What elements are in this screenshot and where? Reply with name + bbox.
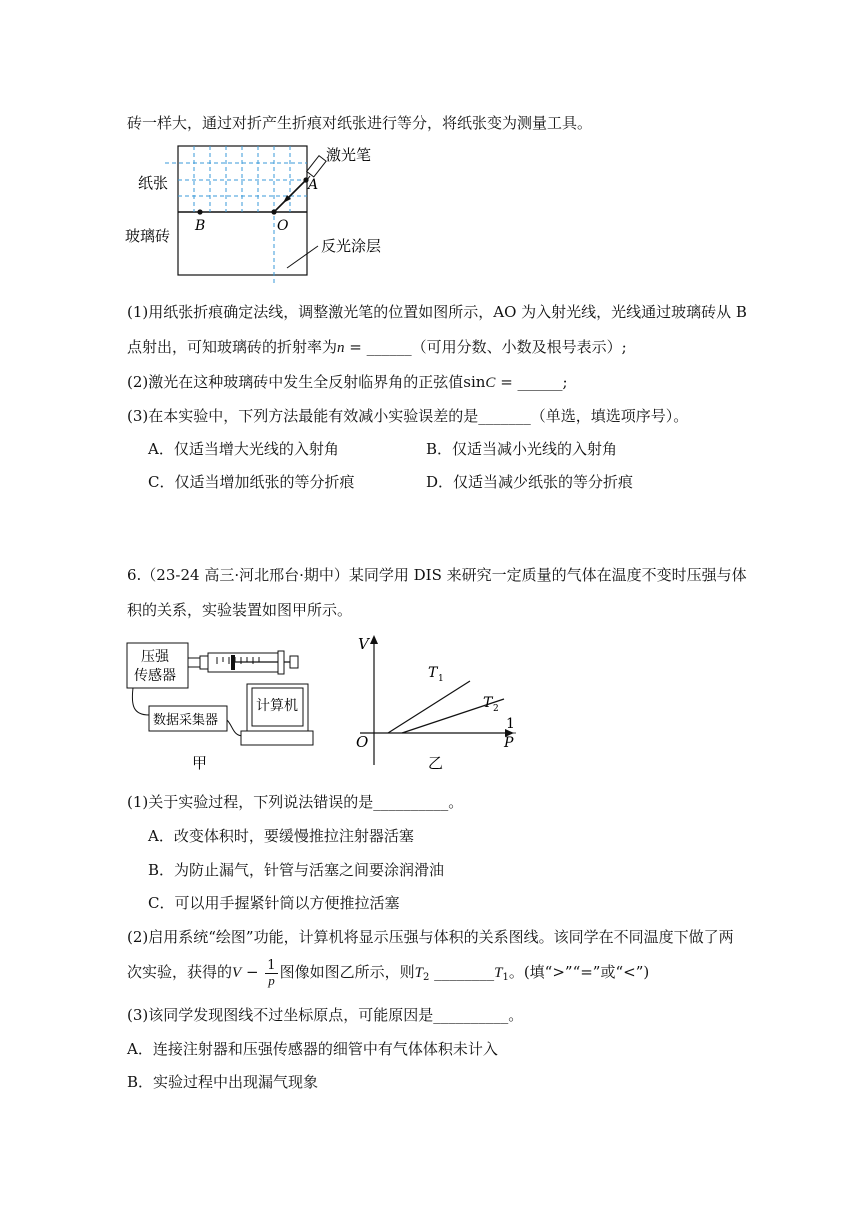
- collector-label: 数据采集器: [153, 713, 219, 728]
- label-coating: 反光涂层: [321, 237, 382, 255]
- figure-yi-graph: [330, 625, 530, 775]
- q5-option-c: C．仅适当增加纸张的等分折痕: [148, 473, 355, 491]
- q6-stem-line2: 积的关系，实验装置如图甲所示。: [127, 601, 353, 619]
- label-paper: 纸张: [138, 174, 169, 192]
- figure-paper-glass: [125, 140, 425, 290]
- intro-line: 砖一样大，通过对折产生折痕对纸张进行等分，将纸张变为测量工具。: [127, 114, 593, 132]
- axis-x-denominator: P: [504, 735, 514, 751]
- q6-part2-line1: (2)启用系统“绘图”功能，计算机将显示压强与体积的关系图线。该同学在不同温度下做了两: [127, 928, 734, 946]
- caption-jia: 甲: [192, 754, 208, 772]
- line-t1-subscript: 1: [438, 674, 444, 684]
- axis-origin-label: O: [356, 733, 369, 751]
- q6-part1-option-b: B．为防止漏气，针管与活塞之间要涂润滑油: [148, 861, 445, 879]
- q5-option-d: D．仅适当减少纸张的等分折痕: [426, 473, 634, 491]
- inline-fraction: $\frac{1}{p}$: [267, 957, 276, 988]
- q6-part1-option-c: C．可以用手握紧针筒以方便推拉活塞: [148, 894, 400, 912]
- line-t1-label: T: [428, 665, 438, 681]
- sensor-label-line1: 压强: [141, 649, 169, 665]
- q5-part1-line2: 点射出，可知玻璃砖的折射率为n = ______（可用分数、小数及根号表示）;: [127, 338, 627, 356]
- q6-stem-line1: 6.（23-24 高三·河北邢台·期中）某同学用 DIS 来研究一定质量的气体在温度不变时压强与体: [127, 566, 747, 584]
- point-o-label: O: [277, 218, 289, 234]
- q5-part3: (3)在本实验中，下列方法最能有效减小实验误差的是_______（单选，填选项序号）。: [127, 407, 689, 425]
- axis-v-label: V: [358, 635, 369, 653]
- figure-jia-apparatus: [125, 640, 320, 775]
- q5-part1-line1: (1)用纸张折痕确定法线，调整激光笔的位置如图所示，AO 为入射光线，光线通过玻璃砖从 B: [127, 303, 747, 321]
- q5-option-a: A．仅适当增大光线的入射角: [148, 440, 339, 458]
- line-t2-subscript: 2: [493, 704, 499, 714]
- label-laser: 激光笔: [326, 146, 372, 164]
- q6-part3: (3)该同学发现图线不过坐标原点，可能原因是__________。: [127, 1006, 524, 1024]
- point-b-label: B: [195, 218, 206, 234]
- line-t2-label: T: [483, 695, 493, 711]
- sensor-label-line2: 传感器: [134, 668, 176, 684]
- q6-part1: (1)关于实验过程，下列说法错误的是__________。: [127, 793, 464, 811]
- point-a-label: A: [308, 177, 319, 193]
- label-glass: 玻璃砖: [125, 227, 171, 245]
- caption-yi: 乙: [428, 754, 444, 772]
- computer-label: 计算机: [256, 698, 298, 714]
- q6-part1-option-a: A．改变体积时，要缓慢推拉注射器活塞: [148, 827, 414, 845]
- q6-part3-option-b: B．实验过程中出现漏气现象: [127, 1073, 319, 1091]
- q6-part3-option-a: A．连接注射器和压强传感器的细管中有气体体积未计入: [127, 1040, 498, 1058]
- axis-x-numerator: 1: [506, 716, 515, 732]
- syringe-icon: [188, 651, 298, 674]
- q5-option-b: B．仅适当减小光线的入射角: [426, 440, 618, 458]
- q5-part2: (2)激光在这种玻璃砖中发生全反射临界角的正弦值sinC = ______;: [127, 373, 568, 391]
- q6-part2-line2: 次实验，获得的V − $\frac{1}{p}$ 图像如图乙所示，则$T_2$ $\_\_\_\_\_\_\_\_T_1$。(填“>”“=”或“<”): [127, 957, 650, 988]
- laser-pen-icon: [307, 156, 326, 177]
